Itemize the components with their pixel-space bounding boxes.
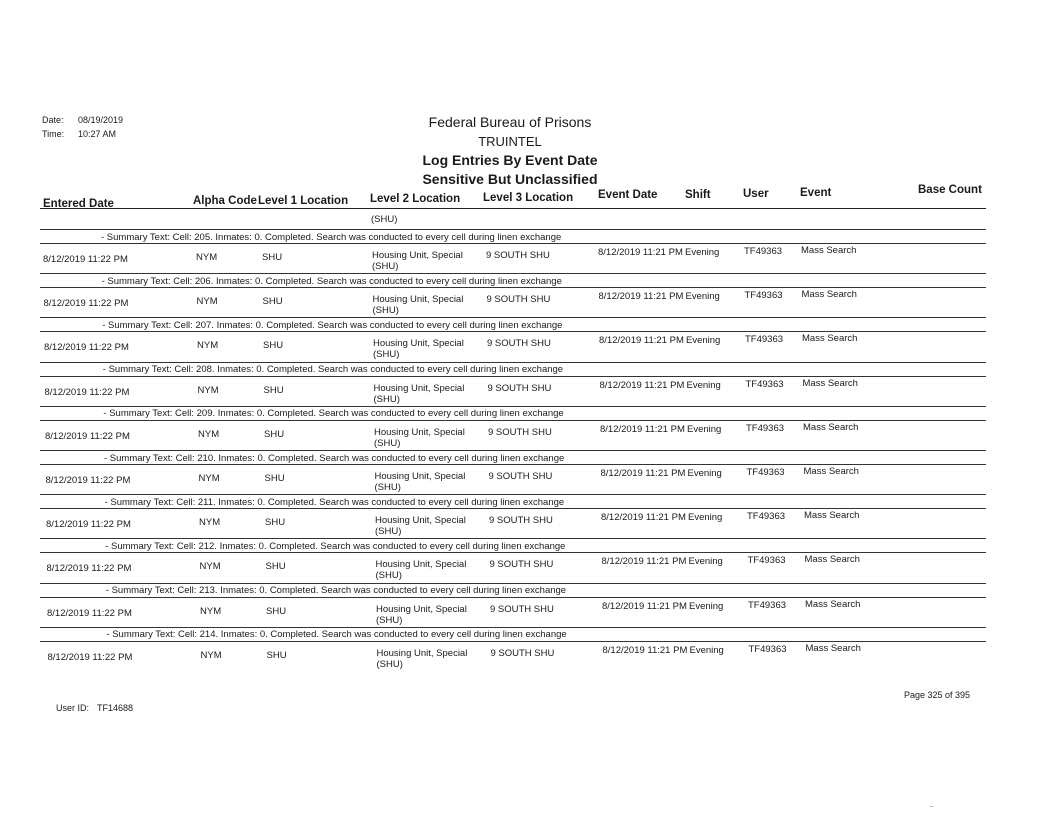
event-date-cell: 8/12/2019 11:21 PM	[599, 379, 685, 391]
level1-cell: SHU	[263, 384, 284, 396]
shift-cell: Evening	[687, 423, 722, 435]
entered-date-cell: 8/12/2019 11:22 PM	[46, 519, 131, 531]
col-user: User	[743, 188, 769, 200]
col-level1-location: Level 1 Location	[258, 195, 349, 207]
entered-date-cell: 8/12/2019 11:22 PM	[45, 430, 130, 442]
event-cell: Mass Search	[801, 245, 857, 256]
summary-text: - Summary Text: Cell: 211. Inmates: 0. Completed. Search was conducted to every cell during linen exchange	[104, 496, 565, 508]
page-number: Page 325 of 395	[904, 690, 971, 700]
row-separator	[40, 317, 986, 318]
entered-date-cell: 8/12/2019 11:22 PM	[44, 342, 129, 354]
user-cell: TF49363	[745, 378, 784, 390]
entered-date-cell: 8/12/2019 11:22 PM	[47, 607, 132, 619]
level1-cell: SHU	[262, 252, 283, 263]
summary-text: - Summary Text: Cell: 205. Inmates: 0. Completed. Search was conducted to every cell during linen exchange	[101, 231, 562, 243]
level1-cell: SHU	[262, 296, 283, 308]
summary-text: - Summary Text: Cell: 212. Inmates: 0. Completed. Search was conducted to every cell during linen exchange	[105, 540, 566, 552]
row-separator	[40, 331, 986, 332]
entered-date-cell: 8/12/2019 11:22 PM	[47, 651, 133, 663]
alpha-code-cell: NYM	[197, 340, 219, 352]
row-separator	[40, 406, 986, 407]
event-cell: Mass Search	[802, 333, 858, 345]
report-name: Log Entries By Event Date	[422, 152, 598, 168]
row-separator	[40, 450, 986, 451]
level1-cell: SHU	[264, 428, 285, 440]
event-date-cell: 8/12/2019 11:21 PM	[602, 644, 688, 656]
row-separator	[40, 273, 986, 274]
user-cell: TF49363	[746, 422, 785, 434]
row-separator	[40, 583, 986, 584]
event-cell: Mass Search	[803, 421, 859, 433]
system-name: TRUINTEL	[478, 134, 542, 149]
event-cell: Mass Search	[805, 598, 861, 610]
alpha-code-cell: NYM	[198, 428, 220, 440]
entered-date-cell: 8/12/2019 11:22 PM	[43, 298, 129, 310]
shift-cell: Evening	[689, 600, 724, 612]
summary-text: - Summary Text: Cell: 209. Inmates: 0. Completed. Search was conducted to every cell during linen exchange	[103, 408, 564, 420]
user-cell: TF49363	[746, 467, 785, 478]
shift-cell: Evening	[688, 556, 723, 568]
level1-cell: SHU	[265, 561, 286, 573]
row-separator	[40, 627, 986, 628]
level2-cell: Housing Unit, Special (SHU)	[373, 338, 464, 361]
carryover-cell: (SHU)	[371, 214, 398, 225]
level1-cell: SHU	[264, 473, 285, 484]
summary-text: - Summary Text: Cell: 208. Inmates: 0. Completed. Search was conducted to every cell during linen exchange	[102, 364, 564, 376]
agency-title: Federal Bureau of Prisons	[428, 114, 592, 130]
user-cell: TF49363	[744, 246, 783, 257]
level2-cell: Housing Unit, Special (SHU)	[373, 382, 465, 405]
event-cell: Mass Search	[805, 642, 861, 654]
level2-cell: Housing Unit, Special (SHU)	[375, 515, 466, 538]
level2-cell: Housing Unit, Special (SHU)	[375, 559, 467, 582]
level1-cell: SHU	[265, 517, 286, 529]
classification: Sensitive But Unclassified	[422, 171, 598, 187]
level3-cell: 9 SOUTH SHU	[487, 382, 552, 394]
alpha-code-cell: NYM	[200, 605, 222, 617]
alpha-code-cell: NYM	[200, 649, 222, 661]
col-entered-date: Entered Date	[43, 198, 114, 210]
shift-cell: Evening	[685, 291, 720, 303]
event-date-cell: 8/12/2019 11:21 PM	[599, 335, 684, 347]
row-separator	[40, 243, 986, 244]
level1-cell: SHU	[263, 340, 284, 352]
shift-cell: Evening	[688, 512, 723, 524]
event-cell: Mass Search	[804, 510, 860, 522]
level3-cell: 9 SOUTH SHU	[487, 338, 551, 350]
user-cell: TF49363	[745, 334, 784, 346]
col-shift: Shift	[685, 189, 711, 201]
row-separator	[40, 464, 986, 465]
event-date-cell: 8/12/2019 11:21 PM	[600, 423, 685, 435]
event-date-cell: 8/12/2019 11:21 PM	[601, 512, 686, 524]
shift-cell: Evening	[686, 335, 721, 347]
event-date-cell: 8/12/2019 11:21 PM	[601, 556, 687, 568]
user-cell: TF49363	[747, 555, 786, 567]
level3-cell: 9 SOUTH SHU	[489, 515, 553, 527]
user-id-label: User ID:	[56, 703, 90, 713]
event-date-cell: 8/12/2019 11:21 PM	[600, 468, 686, 479]
summary-text: - Summary Text: Cell: 214. Inmates: 0. Completed. Search was conducted to every cell during linen exchange	[106, 629, 567, 641]
level2-cell: Housing Unit, Special (SHU)	[372, 294, 464, 317]
level3-cell: 9 SOUTH SHU	[486, 250, 550, 261]
row-separator	[40, 538, 986, 539]
level3-cell: 9 SOUTH SHU	[490, 647, 555, 659]
row-separator	[40, 641, 986, 642]
report-meta	[42, 113, 123, 141]
event-cell: Mass Search	[802, 377, 858, 389]
level2-cell: Housing Unit, Special (SHU)	[376, 647, 468, 670]
event-cell: Mass Search	[804, 554, 860, 566]
date-label: Date:	[42, 115, 64, 125]
header-divider	[40, 208, 986, 209]
level3-cell: 9 SOUTH SHU	[486, 294, 551, 306]
row-separator	[40, 494, 986, 495]
level2-cell: Housing Unit, Special (SHU)	[374, 471, 466, 493]
row-separator	[40, 420, 986, 421]
row-separator	[40, 362, 986, 363]
col-alpha-code: Alpha Code	[193, 195, 257, 207]
col-event-date: Event Date	[598, 189, 658, 201]
event-date-cell: 8/12/2019 11:21 PM	[598, 247, 683, 258]
entered-date-cell: 8/12/2019 11:22 PM	[43, 254, 128, 265]
col-level2-location: Level 2 Location	[370, 193, 461, 205]
row-separator	[40, 287, 986, 288]
event-date-cell: 8/12/2019 11:21 PM	[598, 291, 684, 303]
col-event: Event	[800, 187, 832, 199]
row-separator	[40, 597, 986, 598]
user-cell: TF49363	[748, 599, 787, 611]
alpha-code-cell: NYM	[197, 384, 219, 396]
level3-cell: 9 SOUTH SHU	[490, 603, 554, 615]
entered-date-cell: 8/12/2019 11:22 PM	[45, 475, 131, 486]
col-level3-location: Level 3 Location	[483, 192, 574, 204]
level1-cell: SHU	[266, 605, 287, 617]
level3-cell: 9 SOUTH SHU	[488, 426, 552, 438]
user-id-value: TF14688	[97, 703, 134, 713]
event-cell: Mass Search	[801, 289, 857, 301]
user-cell: TF49363	[744, 290, 783, 302]
alpha-code-cell: NYM	[199, 517, 221, 529]
level2-cell: Housing Unit, Special (SHU)	[376, 603, 467, 626]
row-separator	[40, 552, 986, 553]
summary-text: - Summary Text: Cell: 213. Inmates: 0. Completed. Search was conducted to every cell during linen exchange	[105, 585, 567, 597]
shift-cell: Evening	[689, 644, 724, 656]
date-value: 08/19/2019	[78, 115, 124, 125]
entered-date-cell: 8/12/2019 11:22 PM	[46, 563, 132, 575]
level3-cell: 9 SOUTH SHU	[488, 471, 553, 482]
level3-cell: 9 SOUTH SHU	[489, 559, 554, 571]
event-date-cell: 8/12/2019 11:21 PM	[602, 600, 687, 612]
event-cell: Mass Search	[803, 466, 859, 477]
entered-date-cell: 8/12/2019 11:22 PM	[44, 386, 130, 398]
footer-user	[56, 703, 141, 713]
scan-speck	[930, 806, 933, 807]
report-title	[380, 113, 640, 189]
alpha-code-cell: NYM	[196, 296, 218, 308]
user-cell: TF49363	[748, 643, 787, 655]
alpha-code-cell: NYM	[198, 473, 220, 484]
shift-cell: Evening	[685, 247, 720, 258]
summary-text: - Summary Text: Cell: 206. Inmates: 0. Completed. Search was conducted to every cell during linen exchange	[101, 275, 562, 287]
summary-text: - Summary Text: Cell: 210. Inmates: 0. Completed. Search was conducted to every cell during linen exchange	[104, 452, 565, 464]
level2-cell: Housing Unit, Special (SHU)	[374, 426, 465, 449]
user-cell: TF49363	[747, 511, 786, 523]
row-separator	[40, 229, 986, 230]
level1-cell: SHU	[266, 649, 287, 661]
row-separator	[40, 508, 986, 509]
time-value: 10:27 AM	[78, 129, 117, 139]
alpha-code-cell: NYM	[196, 252, 218, 263]
shift-cell: Evening	[687, 468, 722, 479]
alpha-code-cell: NYM	[199, 561, 221, 573]
shift-cell: Evening	[686, 379, 721, 391]
summary-text: - Summary Text: Cell: 207. Inmates: 0. Completed. Search was conducted to every cell during linen exchange	[102, 319, 563, 331]
time-label: Time:	[42, 129, 65, 139]
col-base-count: Base Count	[918, 184, 982, 196]
level2-cell: Housing Unit, Special (SHU)	[372, 250, 463, 272]
row-separator	[40, 376, 986, 377]
